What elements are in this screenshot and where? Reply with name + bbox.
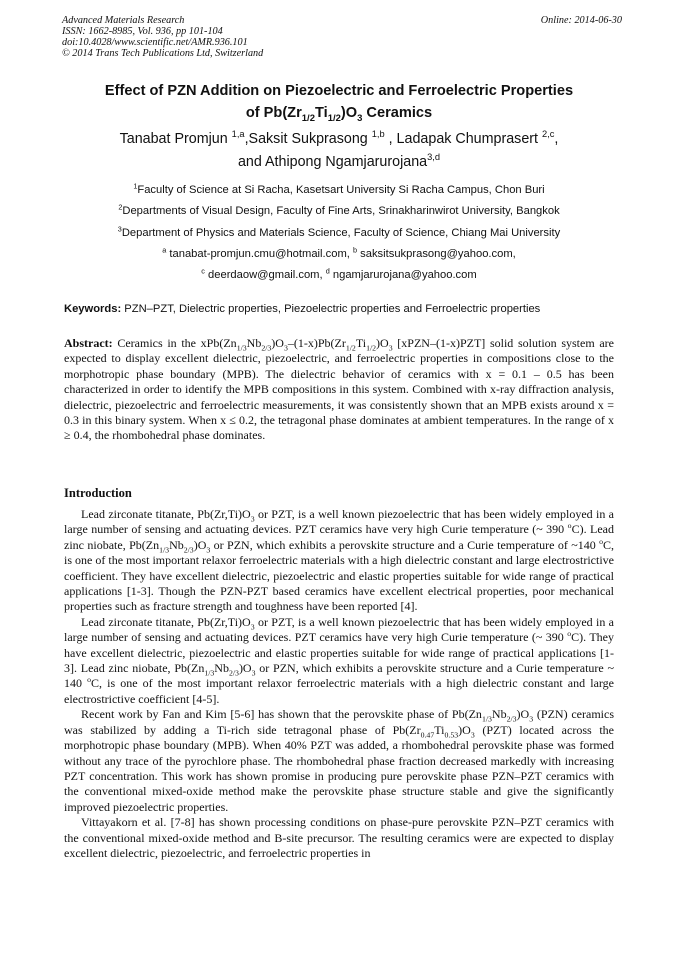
copyright-line: © 2014 Trans Tech Publications Ltd, Switzerland xyxy=(62,48,264,59)
authors-line-1: Tanabat Promjun $^{1,a}$,Saksit Sukprasong $^{1,b}$ , Ladapak Chumprasert $^{2,c}$, xyxy=(119,129,559,147)
introduction-body xyxy=(64,507,614,861)
author-list xyxy=(40,128,638,174)
affiliation-2: $^2$Departments of Visual Design, Faculty of Fine Arts, Srinakharinwirot University, Bangkok xyxy=(118,202,560,218)
paragraph-4: Vittayakorn et al. [7-8] has shown processing conditions on phase-pure perovskite PZN–PZT ceramics with the conventional mixed-oxide method and B-site precursor. The resulting ceramics were are expected to display excellent dielectric, piezoelectric, and ferroelectric properties in xyxy=(64,815,614,860)
doi-line: doi:10.4028/www.scientific.net/AMR.936.101 xyxy=(62,37,248,48)
online-date: Online: 2014-06-30 xyxy=(540,15,622,26)
paragraph-3: Recent work by Fan and Kim [5-6] has shown that the perovskite phase of $Pb(Zn_{1/3}Nb_{2/3})O_3$ (PZN) ceramics was stabilized by adding a Ti-rich side tetragonal phase of $Pb(Zr_{0.47}Ti_{0.53})O_3$ (PZT) located across the morphotropic phase boundary (MPB). When 40% PZT was added, a rhombohedral perovskite phase was formed without any trace of the pyrochlore phase. The rhombohedral phase fraction decreased markedly with increasing PZT concentration. This work has shown promise in producing pure perovskite phase PZN–PZT ceramics with the conventional mixed-oxide method make the perovskite phase structure stable and give the significantly improved piezoelectric properties. xyxy=(64,707,614,814)
abstract: Abstract: Ceramics in the $xPb(Zn_{1/3}Nb_{2/3})O_3-(1-x)Pb(Zr_{1/2}Ti_{1/2})O_3$ [xPZN–(1-x)PZT] solid solution system are expected to display excellent dielectric, piezoelectric, and ferroelectric properties in compositions close to the morphotropic phase boundary (MPB). The dielectric behavior of ceramics with x = 0.1 – 0.5 has been characterized in order to identify the MPB compositions in this system. Combined with x-ray diffraction analysis, dielectric, piezoelectric and ferroelectric measurements, it was consistently shown that an MPB exists around x = 0.3 in this binary system. When x ≤ 0.2, the tetragonal phase dominates at ambient temperatures. In the range of x ≥ 0.4, the rhombohedral phase dominates. xyxy=(64,336,614,443)
section-heading-introduction: Introduction xyxy=(64,486,132,500)
keywords-label: Keywords: xyxy=(64,303,122,315)
keywords-text: PZN–PZT, Dielectric properties, Piezoelectric properties and Ferroelectric properties xyxy=(121,303,541,315)
emails-line-1: $^a$ tanabat-promjun.cmu@hotmail.com, $^b$ saksitsukprasong@yahoo.com, xyxy=(162,245,516,260)
abstract-label: Abstract: xyxy=(64,336,113,350)
paragraph-2: Lead zirconate titanate, $Pb(Zr,Ti)O_3$ or PZT, is a well known piezoelectric that has been widely employed in a large number of sensing and actuating devices. PZT ceramics have very high Curie temperature (~ 390 $^o$C). They have excellent dielectric, piezoelectric and elastic properties suitable for wide range of practical applications [1-3]. Lead zinc niobate, $Pb(Zn_{1/3}Nb_{2/3})O_3$ or PZN, which exhibits a perovskite structure and a Curie temperature ~ 140 $^o$C, is one of the most important relaxor ferroelectric materials with a high dielectric constant and large electrostrictive coefficient [4-5]. xyxy=(64,614,615,706)
journal-name: Advanced Materials Research xyxy=(62,15,185,26)
paper-title xyxy=(40,80,638,124)
authors-line-2: and Athipong Ngamjarurojana$^{3,d}$ xyxy=(237,152,441,170)
paragraph-1: Lead zirconate titanate, $Pb(Zr,Ti)O_3$ or PZT, is a well known piezoelectric that has been widely employed in a large number of sensing and actuating devices. PZT ceramics have very high Curie temperature (~ 390 $^o$C). Lead zinc niobate, $Pb(Zn_{1/3}Nb_{2/3})O_3$ or PZN, which exhibits a perovskite structure and a Curie temperature of ~140 $^o$C, is one of the most important relaxor ferroelectric materials with a high dielectric constant and large electrostrictive coefficient. They have excellent dielectric, piezoelectric and elastic properties suitable for wide range of practical applications [1-3]. Though the PZN-PZT based ceramics have excellent electrical properties, poor mechanical properties such as fracture strength and toughness have been reported [4]. xyxy=(64,507,615,614)
title-line-1: Effect of PZN Addition on Piezoelectric and Ferroelectric Properties xyxy=(104,83,574,99)
affiliation-1: $^1$Faculty of Science at Si Racha, Kasetsart University Si Racha Campus, Chon Buri xyxy=(133,181,545,196)
journal-header xyxy=(62,15,622,59)
emails-line-2: $^c$ deerdaow@gmail.com, $^d$ ngamjarurojana@yahoo.com xyxy=(201,266,477,282)
keywords xyxy=(64,302,624,316)
issn-line: ISSN: 1662-8985, Vol. 936, pp 101-104 xyxy=(62,26,223,37)
title-line-2: of $Pb(Zr_{1/2}Ti_{1/2})O_3$ Ceramics xyxy=(245,105,433,124)
affiliation-3: $^3$Department of Physics and Materials Science, Faculty of Science, Chiang Mai University xyxy=(117,223,561,239)
affiliations xyxy=(40,180,638,286)
